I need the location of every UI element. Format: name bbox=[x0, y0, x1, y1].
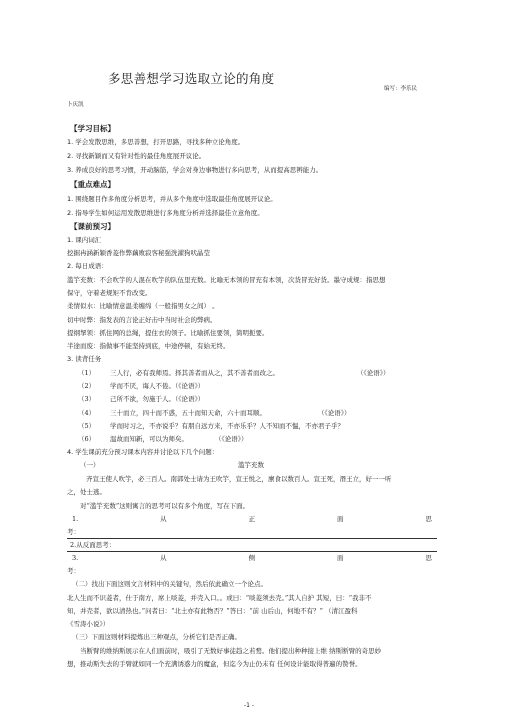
preview-heading: 【课前预习】 bbox=[70, 222, 115, 231]
question-number: 1. bbox=[72, 515, 79, 523]
question-char: 侧 bbox=[248, 554, 256, 562]
story-text: 北人生而不识菱者，仕于南方，席上啖菱，并壳入口。。或曰：“啖菱须去壳。”其人自护 其短，曰：“我非不 bbox=[67, 594, 372, 602]
fable-text: 齐宣王使人吹竽，必三百人。南郭处士请为王吹竽，宣王悦之，廪食以数百人。宣王死，湣王立，好一一听 bbox=[86, 475, 392, 483]
recite-num: （6） bbox=[78, 435, 96, 443]
recite-text: 学而时习之，不亦说乎？有朋自远方来，不亦乐乎？人不知而不愠，不亦君子乎？ bbox=[110, 422, 344, 430]
idiom-line: 柔情似水：比喻情意温柔缠绵（一般指男女之间） 。 bbox=[67, 302, 219, 310]
keypoint-item: 1. 围绕题目作多角度分析思考，并从多个角度中选取最佳角度展开议论。 bbox=[67, 195, 277, 203]
recite-num: （2） bbox=[78, 382, 96, 390]
section-title: 1. 课内词汇 bbox=[67, 236, 102, 244]
section-title: 3. 读背任务 bbox=[67, 355, 102, 363]
recite-text: 三十而立，四十而不惑，五十而知天命，六十而耳顺。 bbox=[110, 409, 266, 417]
question-char: 从 bbox=[160, 515, 167, 523]
question-tail: 考： bbox=[67, 528, 80, 536]
recite-num: （4） bbox=[78, 409, 96, 417]
recite-text: 己所不欲，勿施于人。（《论语》） bbox=[110, 395, 205, 403]
section-title: 2. 每日成语： bbox=[67, 262, 108, 270]
recite-text: 三人行，必有我师焉。择其善者而从之，其不善者而改之。 bbox=[110, 369, 279, 377]
idiom-line: 保守，守着老规矩不肯改变。 bbox=[67, 289, 152, 297]
section-title: 4. 学生课前充分预习课本内容并讨论以下几个问题： bbox=[67, 448, 219, 456]
goal-item: 3. 养成良好的思考习惯，开动脑筋，学会对身边事物进行多向思考，从而提高思辨能力。 bbox=[67, 166, 323, 174]
story-text: 知，并壳者，欲以清热也。”问者曰：“北土亦有此物否？”答曰：“前 山后山，何地不有？” （清江盈科 bbox=[67, 607, 358, 615]
task-instruction: 对“滥竽充数”这则寓言的思考可以有多个角度，写在下面。 bbox=[80, 502, 250, 510]
goal-item: 1. 学会发散思维，多思善想，打开思路，寻找多种立论角度。 bbox=[67, 138, 245, 146]
idiom-line: 半途而废：指做事不能坚持到底，中途停顿，有始无终。 bbox=[67, 342, 230, 350]
answer-line bbox=[67, 538, 437, 539]
question-char: 面 bbox=[337, 554, 344, 562]
recite-source: （《论语》） bbox=[318, 409, 351, 417]
subsection-label: （二）找出下面这则文言材料中的关键句，然后依此确立一个论点。 bbox=[72, 580, 267, 588]
story-text: 当断臂的维纳斯展示在人们面前时，吸引了无数好事徒趋之若鹜。他们提出种种接上维 纳斯断臂的奇思妙 bbox=[80, 647, 382, 655]
recite-num: （3） bbox=[78, 395, 96, 403]
subsection-label: （一） bbox=[80, 461, 100, 469]
recite-text: 学而不厌，诲人不倦。（《论语》） bbox=[110, 382, 205, 390]
question-number: 3. bbox=[72, 554, 79, 562]
fable-title: 滥竽充数 bbox=[238, 461, 264, 469]
recite-text: 温故而知新，可以为师矣。 bbox=[110, 435, 188, 443]
story-text: 想，推动斯失去的手臂就如同一个充满诱惑力的魔盒，但迄今为止仍未有 任何设计能取得普遍的赞誉。 bbox=[67, 660, 362, 668]
goal-item: 2. 寻找新颖而又有针对性的最佳角度展开议论。 bbox=[67, 152, 206, 160]
question-char: 思 bbox=[425, 515, 432, 523]
page-title: 多思善想学习选取立论的角度 bbox=[108, 71, 275, 86]
question-char: 面 bbox=[337, 515, 344, 523]
goals-heading: 【学习目标】 bbox=[70, 124, 115, 133]
question-char: 思 bbox=[425, 554, 432, 562]
page-number: -1 - bbox=[244, 702, 255, 709]
keypoints-heading: 【重点难点】 bbox=[70, 180, 115, 189]
answer-line bbox=[67, 551, 437, 552]
question-1 bbox=[72, 515, 432, 524]
recite-num: （1） bbox=[78, 369, 96, 377]
question-char: 正 bbox=[248, 515, 256, 523]
recite-source: （《论语》） bbox=[357, 369, 390, 377]
idiom-line: 切中时弊：指发表的言论正好击中当时社会的弊病。 bbox=[67, 316, 217, 324]
story-text: 《雪涛小说》） bbox=[67, 620, 110, 628]
recite-source: （《论语》） bbox=[215, 435, 248, 443]
question-3 bbox=[72, 554, 432, 563]
editor-credit: 编写：李乐民 bbox=[384, 86, 418, 92]
question-tail: 考： bbox=[67, 567, 80, 575]
fable-text: 之，处士逃。 bbox=[67, 488, 106, 496]
idiom-line: 提纲挈领：抓住网的总绳，提住衣的领子。比喻抓住要领，简明扼要。 bbox=[67, 329, 269, 337]
idiom-line: 滥竽充数：不会吹竽的人混在吹竽的队伍里充数。比喻无本领的冒充有本领，次货冒充好货。墨守成规：指思想 bbox=[67, 276, 386, 284]
author-name: 卜庆凯 bbox=[67, 102, 84, 108]
vocab-text: 挖掘冉涵新颖香菱作弊藕败寂客秘强洗濯狗吠晶莹 bbox=[67, 249, 210, 257]
question-2: 2.从反面思考： bbox=[70, 541, 116, 549]
recite-num: （5） bbox=[78, 422, 96, 430]
keypoint-item: 2. 指导学生如何运用发散思维进行多角度分析并选择最佳立意角度。 bbox=[67, 209, 264, 217]
subsection-label: （三）下面这则材料提炼出三种观点，分析它们是否正确。 bbox=[72, 633, 241, 641]
question-char: 从 bbox=[160, 554, 167, 562]
